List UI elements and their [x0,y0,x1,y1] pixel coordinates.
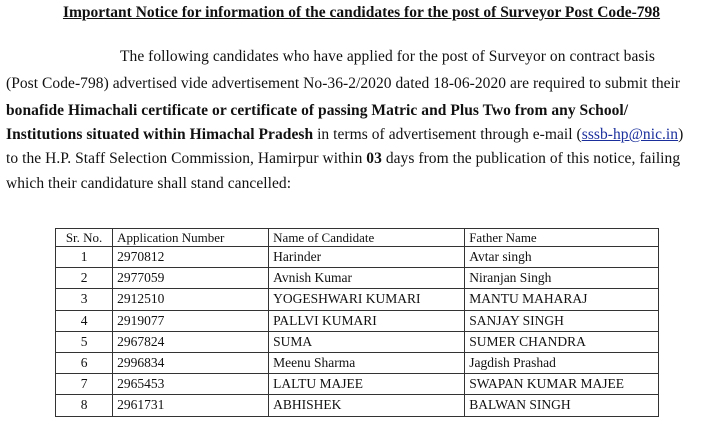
candidate-name-cell: YOGESHWARI KUMARI [269,289,465,310]
notice-line-6: which their candidature shall stand cancelled: [6,175,292,192]
father-name-cell: SWAPAN KUMAR MAJEE [465,374,659,395]
header-application-number: Application Number [113,229,269,247]
email-link[interactable]: sssb-hp@nic.in [581,126,679,143]
notice-line-4-text: in terms of advertisement through e-mail ( [313,126,582,143]
father-name-cell: Avtar singh [465,247,659,268]
application-number-cell: 2970812 [113,247,269,268]
candidate-name-cell: Meenu Sharma [269,352,465,373]
candidate-name-cell: PALLVI KUMARI [269,310,465,331]
notice-line-4 [6,126,683,144]
father-name-cell: SANJAY SINGH [465,310,659,331]
candidate-name-cell: Harinder [269,247,465,268]
notice-line-4-end: ) [678,126,684,143]
candidate-name-cell: SUMA [269,331,465,352]
candidate-name-cell: ABHISHEK [269,395,465,416]
sr-no-cell: 2 [56,268,113,289]
candidate-name-cell: LALTU MAJEE [269,374,465,395]
notice-title: Important Notice for information of the candidates for the post of Surveyor Post Code-798 [62,4,661,21]
sr-no-cell: 7 [56,374,113,395]
notice-line-2: (Post Code-798) advertised vide advertisement No-36-2/2020 dated 18-06-2020 are required to submit their [6,75,681,92]
table-row [56,268,659,289]
application-number-cell: 2977059 [113,268,269,289]
sr-no-cell: 5 [56,331,113,352]
header-father-name: Father Name [465,229,659,247]
notice-line-4-bold: Institutions situated within Himachal Pradesh [6,126,314,143]
candidate-name-cell: Avnish Kumar [269,268,465,289]
father-name-cell: BALWAN SINGH [465,395,659,416]
application-number-cell: 2996834 [113,352,269,373]
notice-line-5-rest: days from the publication of this notice, failing [381,150,681,167]
header-sr-no: Sr. No. [56,229,113,247]
application-number-cell: 2919077 [113,310,269,331]
table-row [56,374,659,395]
sr-no-cell: 8 [56,395,113,416]
table-header-row [56,229,659,247]
sr-no-cell: 1 [56,247,113,268]
table-row [56,289,659,310]
application-number-cell: 2912510 [113,289,269,310]
father-name-cell: Jagdish Prashad [465,352,659,373]
sr-no-cell: 6 [56,352,113,373]
application-number-cell: 2967824 [113,331,269,352]
sr-no-cell: 3 [56,289,113,310]
table-row [56,331,659,352]
notice-line-1: The following candidates who have applied for the post of Surveyor on contract basis [120,48,655,65]
table-row [56,310,659,331]
sr-no-cell: 4 [56,310,113,331]
candidates-table [55,228,659,417]
table-row [56,395,659,416]
notice-line-3: bonafide Himachali certificate or certificate of passing Matric and Plus Two from any School/ [6,102,629,119]
notice-line-5-start: to the H.P. Staff Selection Commission, Hamirpur within [6,150,367,167]
table-row [56,247,659,268]
table-row [56,352,659,373]
father-name-cell: MANTU MAHARAJ [465,289,659,310]
application-number-cell: 2965453 [113,374,269,395]
deadline-days: 03 [366,150,382,167]
father-name-cell: SUMER CHANDRA [465,331,659,352]
header-name-of-candidate: Name of Candidate [269,229,465,247]
notice-line-5 [6,150,680,168]
father-name-cell: Niranjan Singh [465,268,659,289]
application-number-cell: 2961731 [113,395,269,416]
